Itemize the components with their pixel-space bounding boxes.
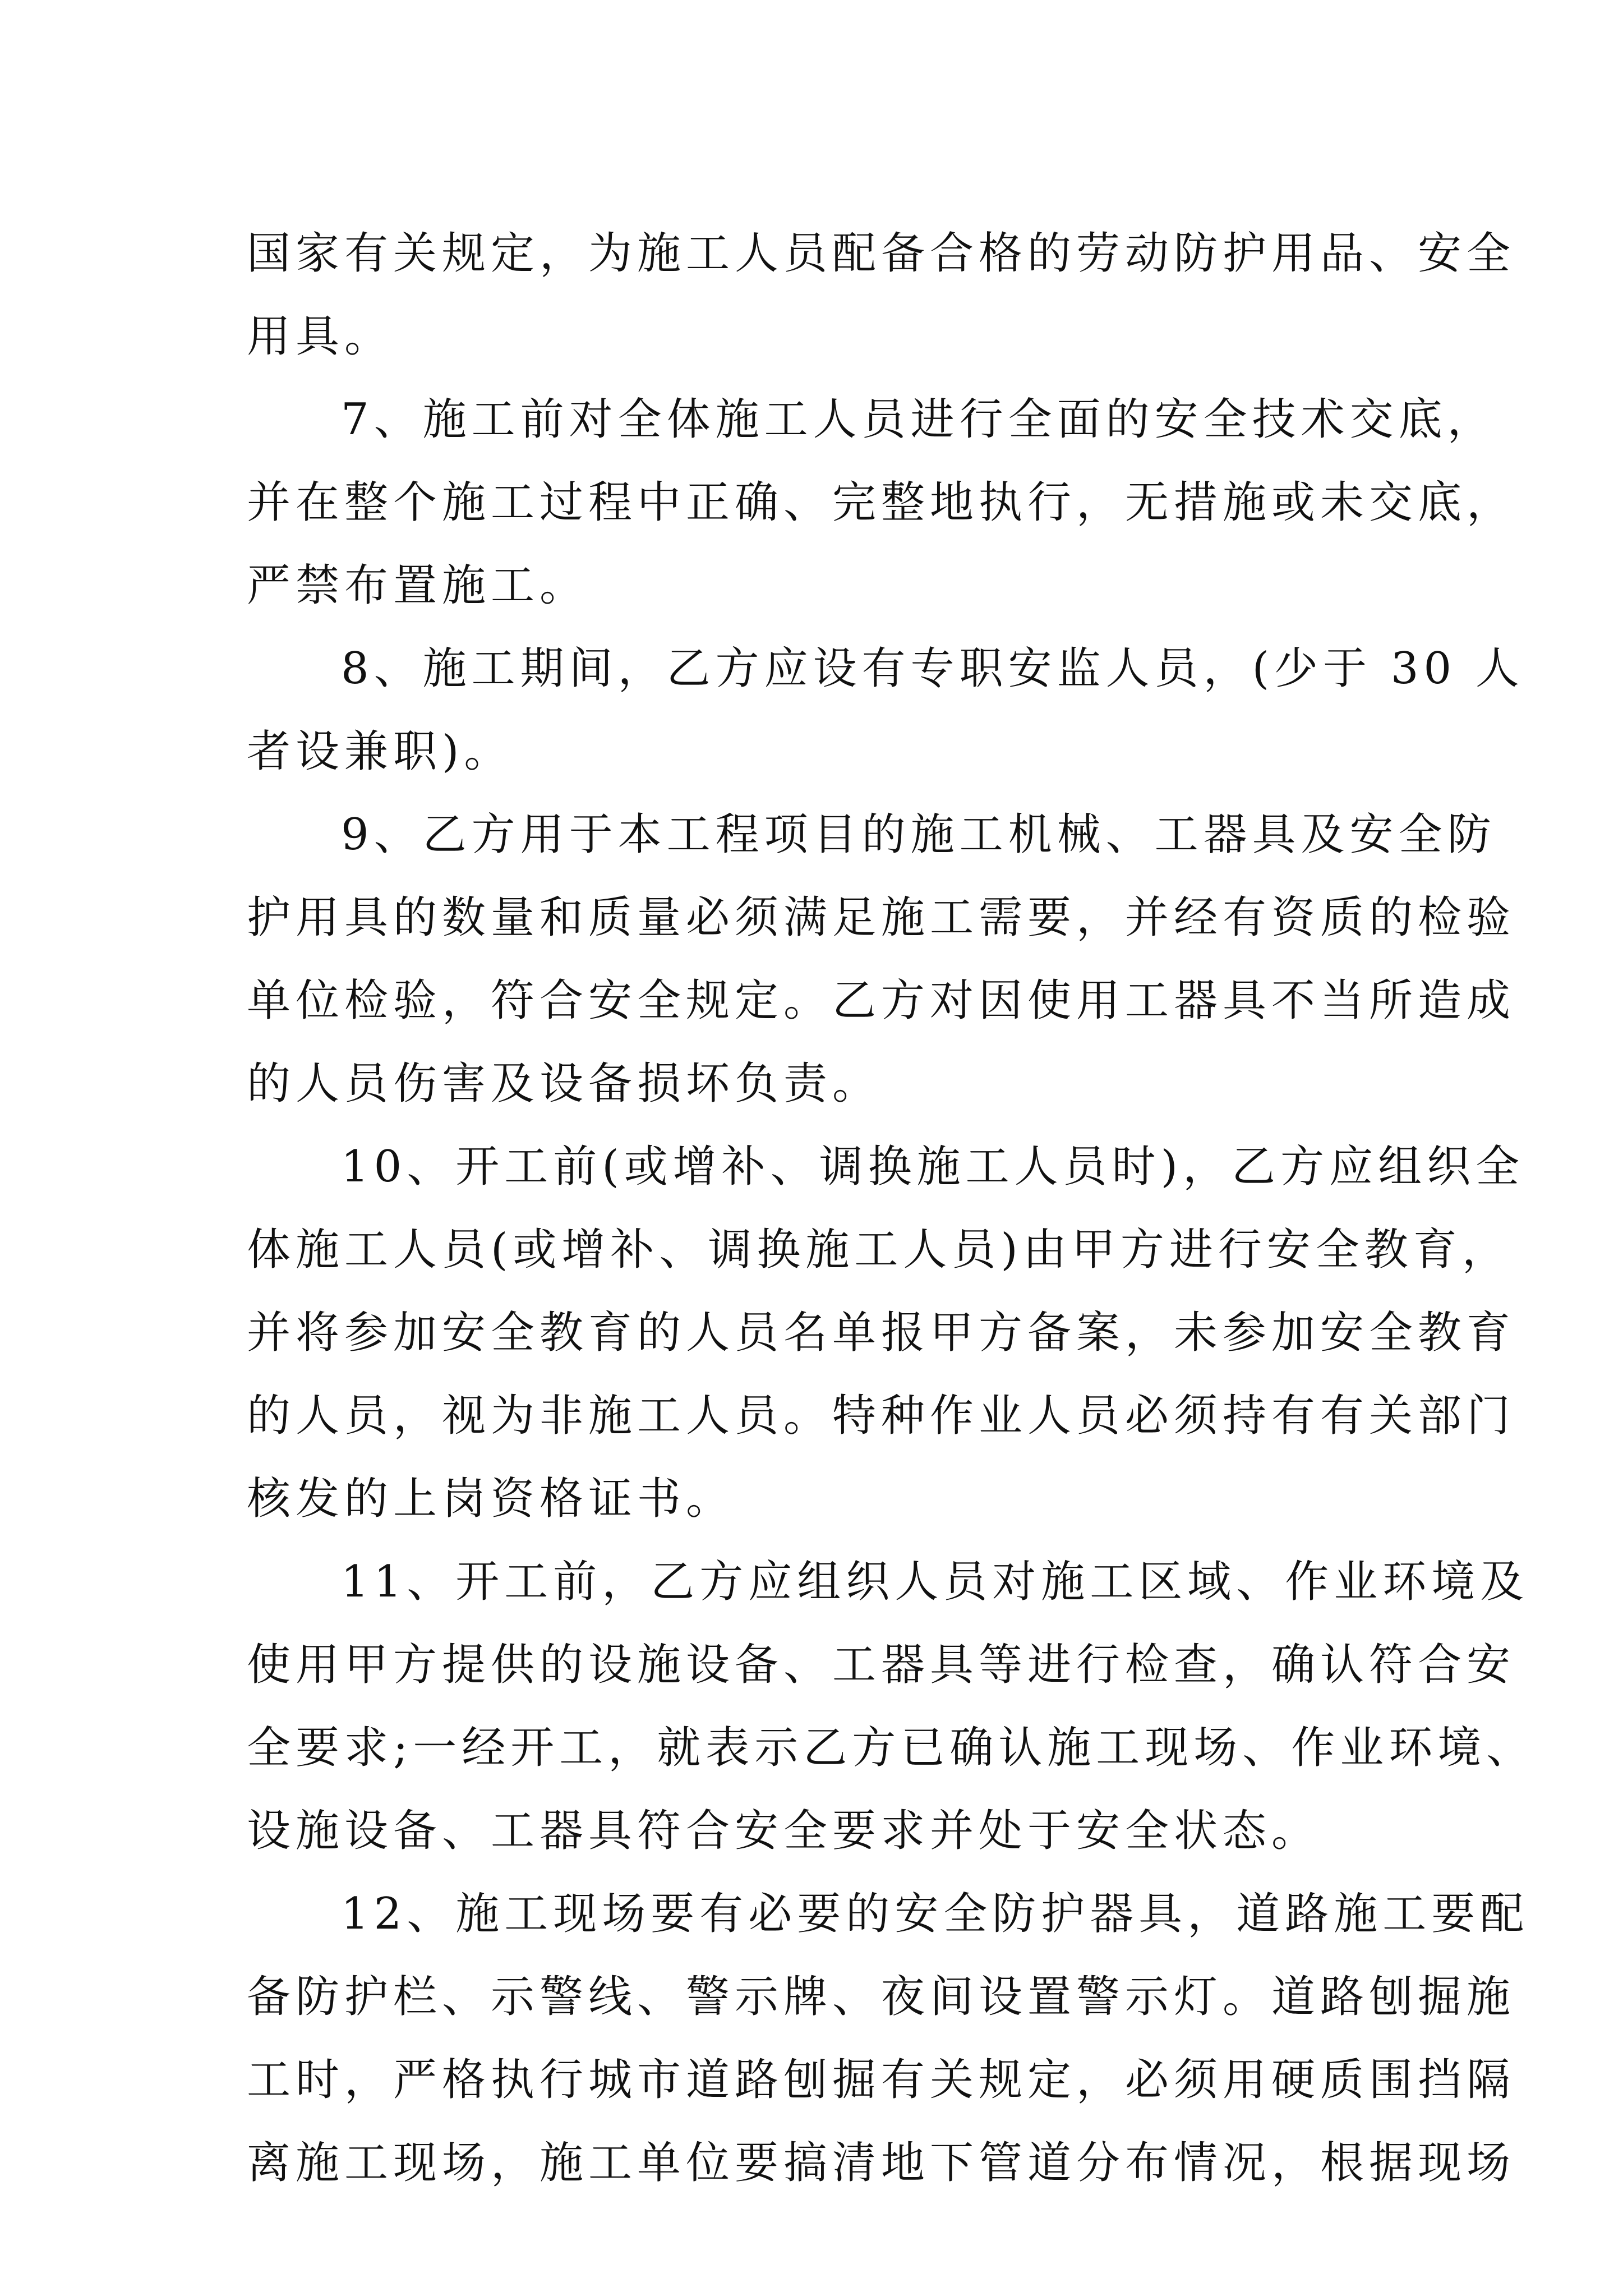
text-line: 并将参加安全教育的人员名单报甲方备案，未参加安全教育 xyxy=(247,1308,1516,1358)
paragraph-7-first-line: 7、施工前对全体施工人员进行全面的安全技术交底， xyxy=(341,394,1496,445)
text-line: 单位检验，符合安全规定。乙方对因使用工器具不当所造成 xyxy=(247,976,1516,1026)
text-line: 的人员，视为非施工人员。特种作业人员必须持有有关部门 xyxy=(247,1391,1516,1441)
text-line: 国家有关规定，为施工人员配备合格的劳动防护用品、安全 xyxy=(247,228,1516,279)
text-line: 使用甲方提供的设施设备、工器具等进行检查，确认符合安 xyxy=(247,1640,1516,1690)
text-line: 全要求;一经开工，就表示乙方已确认施工现场、作业环境、 xyxy=(247,1723,1536,1773)
paragraph-12-first-line: 12、施工现场要有必要的安全防护器具，道路施工要配 xyxy=(341,1889,1529,1939)
text-line: 护用具的数量和质量必须满足施工需要，并经有资质的检验 xyxy=(247,892,1516,943)
text-line: 用具。 xyxy=(247,311,394,362)
text-line: 工时，严格执行城市道路刨掘有关规定，必须用硬质围挡隔 xyxy=(247,2055,1516,2105)
text-line: 离施工现场，施工单位要搞清地下管道分布情况，根据现场 xyxy=(247,2138,1516,2188)
text-line: 备防护栏、示警线、警示牌、夜间设置警示灯。道路刨掘施 xyxy=(247,1972,1516,2022)
text-line: 设施设备、工器具符合安全要求并处于安全状态。 xyxy=(247,1806,1321,1856)
text-line: 的人员伤害及设备损坏负责。 xyxy=(247,1059,882,1109)
text-line: 核发的上岗资格证书。 xyxy=(247,1474,735,1524)
document-body xyxy=(247,212,1536,2205)
paragraph-10-first-line: 10、开工前(或增补、调换施工人员时)，乙方应组织全 xyxy=(341,1142,1525,1192)
text-line: 严禁布置施工。 xyxy=(247,560,589,611)
paragraph-8-first-line: 8、施工期间，乙方应设有专职安监人员，(少于 30 人 xyxy=(341,643,1524,694)
text-line: 者设兼职)。 xyxy=(247,726,513,777)
text-line: 体施工人员(或增补、调换施工人员)由甲方进行安全教育， xyxy=(247,1225,1511,1275)
text-line: 并在整个施工过程中正确、完整地执行，无措施或未交底， xyxy=(247,477,1516,528)
paragraph-9-first-line: 9、乙方用于本工程项目的施工机械、工器具及安全防 xyxy=(341,809,1496,860)
paragraph-11-first-line: 11、开工前，乙方应组织人员对施工区域、作业环境及 xyxy=(341,1557,1529,1607)
